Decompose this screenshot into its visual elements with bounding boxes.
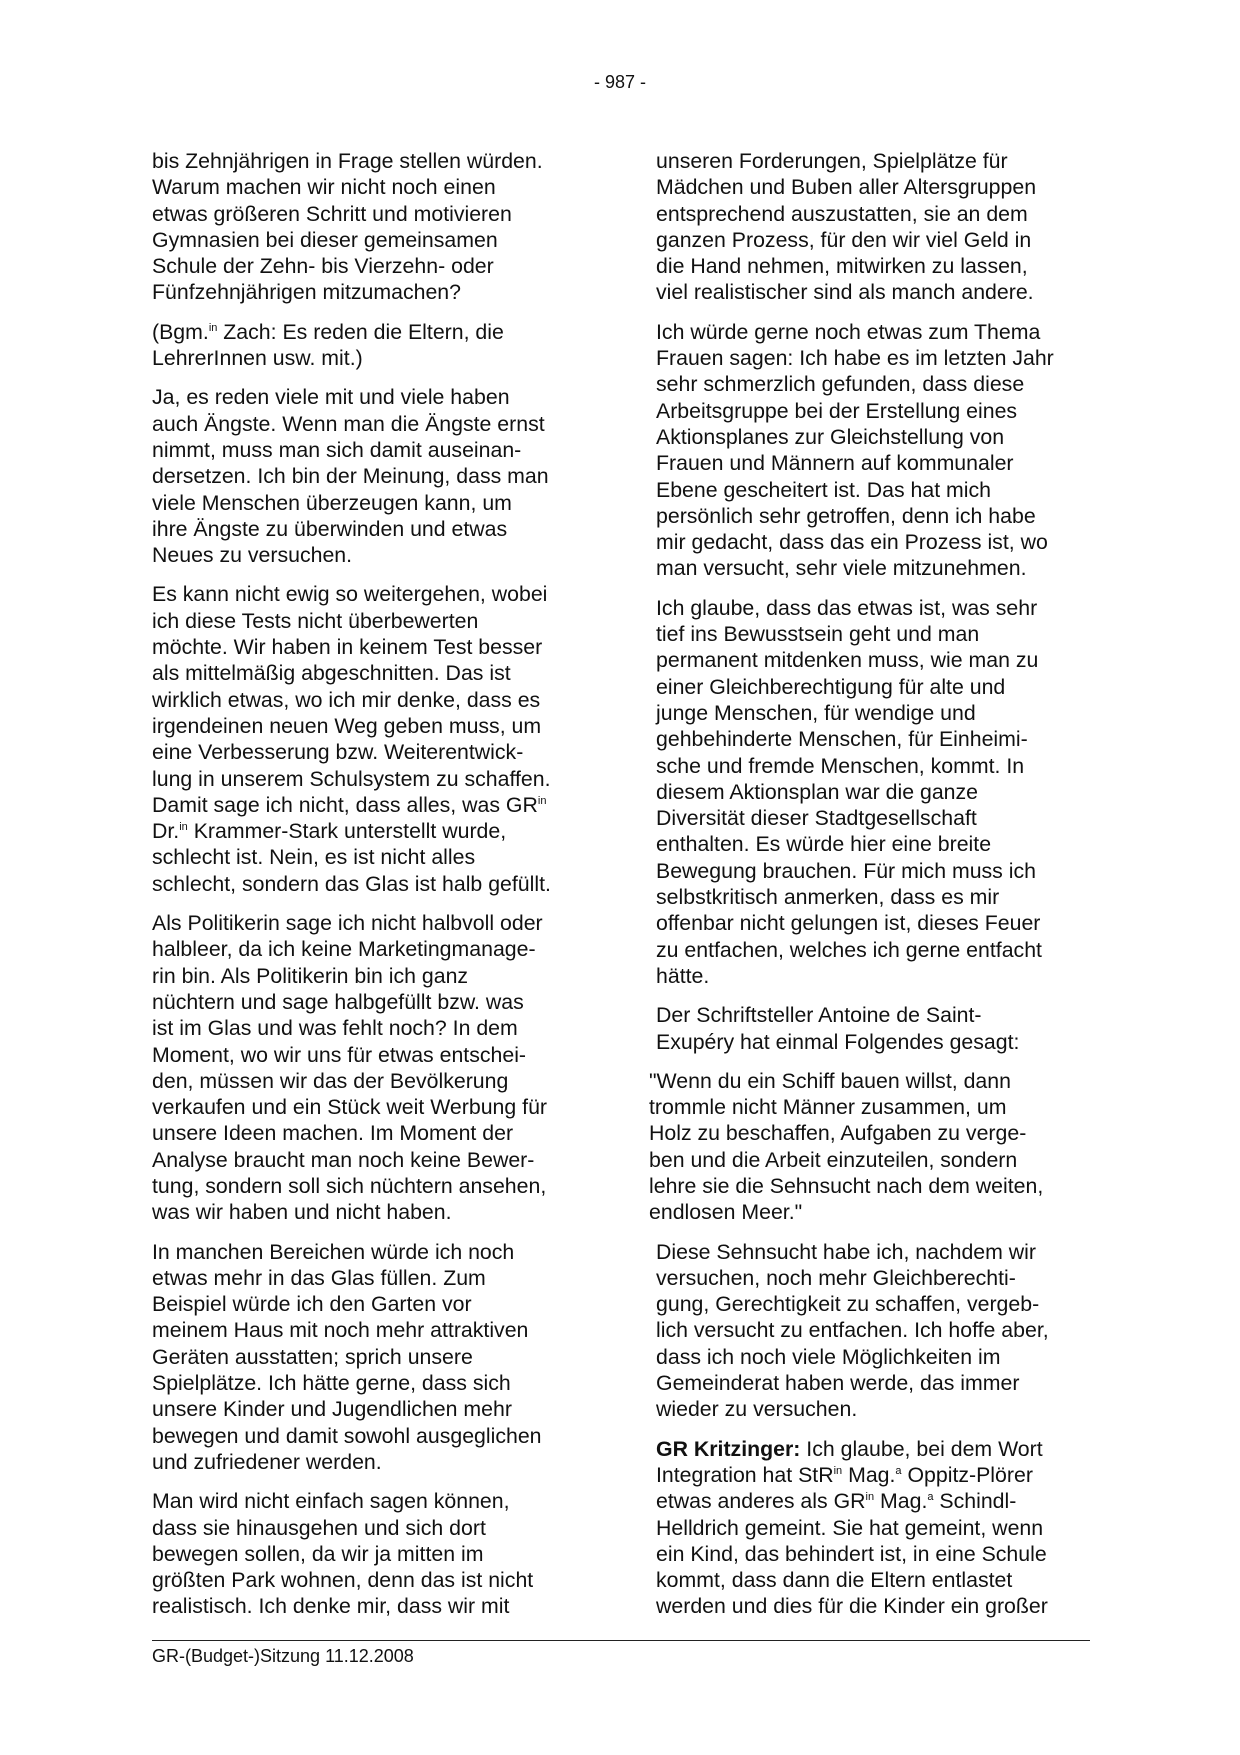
speaker-paragraph: GR Kritzinger: Ich glaube, bei dem Wort Integration hat StR$^{in}$ Mag.$^a$ Oppitz-Plörer etwas anderes als $GR^{in}$ Mag.$^a$ Schindl- Helldrich gemeint. Sie hat gemeint, wenn ein Kind, das behindert ist, in eine Schule kommt, dass dann die Eltern entlastet werden und dies für die Kinder ein großer [656,1436,1048,1619]
quotation: "Wenn du ein Schiff bauen willst, dann trommle nicht Männer zusammen, um Holz zu beschaffen, Aufgaben zu verge- ben und die Arbeit einzuteilen, sondern lehre sie die Sehnsucht nach dem weiten, endlosen Meer." [649,1068,1044,1225]
paragraph: Ja, es reden viele mit und viele haben auch Ängste. Wenn man die Ängste ernst nimmt, muss man sich damit auseinan- dersetzen. Ich bin der Meinung, dass man viele Menschen überzeugen kann, um ihre Ängste zu überwinden und etwas Neues zu versuchen. [152,385,549,568]
paragraph: Man wird nicht einfach sagen können, dass sie hinausgehen und sich dort bewegen sollen, da wir ja mitten im größten Park wohnen, denn das ist nicht realistisch. Ich denke mir, dass wir mit [152,1489,534,1619]
paragraph: Als Politikerin sage ich nicht halbvoll oder halbleer, da ich keine Marketingmanage- rin bin. Als Politikerin bin ich ganz nüchtern und sage halbgefüllt bzw. was ist im Glas und was fehlt noch? In dem Moment, wo wir uns für etwas entschei- den, müssen wir das der Bevölkerung verkaufen und ein Stück weit Werbung für unsere Ideen machen. Im Moment der Analyse braucht man noch keine Bewer- tung, sondern soll sich nüchtern ansehen, was wir haben und nicht haben. [152,911,548,1225]
paragraph: unseren Forderungen, Spielplätze für Mädchen und Buben aller Altersgruppen entsprechend auszustatten, sie an dem ganzen Prozess, für den wir viel Geld in die Hand nehmen, mitwirken zu lassen, viel realistischer sind als manch andere. [656,149,1037,305]
paragraph: Es kann nicht ewig so weitergehen, wobei ich diese Tests nicht überbewerten möchte. Wir haben in keinem Test besser als mittelmäßig abgeschnitten. Das ist wirklich etwas, wo ich mir denke, dass es irgendeinen neuen Weg geben muss, um eine Verbesserung bzw. Weiterentwick- lung in unserem Schulsystem zu schaffen. Damit sage ich nicht, dass alles, was $GR^{in}$ Dr.$^{in}$ Krammer-Stark unterstellt wurde, schlecht ist. Nein, es ist nicht alles schlecht, sondern das Glas ist halb gefüllt. [152,582,551,896]
speaker-name: GR Kritzinger: [656,1436,801,1461]
paragraph: Ich würde gerne noch etwas zum Thema Frauen sagen: Ich habe es im letzten Jahr sehr schmerzlich gefunden, dass diese Arbeitsgruppe bei der Erstellung eines Aktionsplanes zur Gleichstellung von Frauen und Männern auf kommunaler Ebene gescheitert ist. Das hat mich persönlich sehr getroffen, denn ich habe mir gedacht, dass das ein Prozess ist, wo man versucht, sehr viele mitzunehmen. [656,319,1054,581]
left-column [152,148,584,1633]
paragraph: In manchen Bereichen würde ich noch etwas mehr in das Glas füllen. Zum Beispiel würde ich den Garten vor meinem Haus mit noch mehr attraktiven Geräten ausstatten; sprich unsere Spielplätze. Ich hätte gerne, dass sich unsere Kinder und Jugendlichen mehr bewegen und damit sowohl ausgeglichen und zufriedener werden. [152,1239,542,1474]
interjection: (Bgm.$^{in}$ Zach: Es reden die Eltern, die LehrerInnen usw. mit.) [152,319,504,371]
right-column [649,148,1090,1633]
footer-divider [152,1640,1090,1641]
paragraph: Diese Sehnsucht habe ich, nachdem wir versuchen, noch mehr Gleichberechti- gung, Gerechtigkeit zu schaffen, vergeb- lich versucht zu entfachen. Ich hoffe aber, dass ich noch viele Möglichkeiten im Gemeinderat haben werde, das immer wieder zu versuchen. [656,1239,1049,1422]
paragraph: Ich glaube, dass das etwas ist, was sehr tief ins Bewusstsein geht und man permanent mitdenken muss, wie man zu einer Gleichberechtigung für alte und junge Menschen, für wendige und gehbehinderte Menschen, für Einheimi- sche und fremde Menschen, kommt. In diesem Aktionsplan war die ganze Diversität dieser Stadtgesellschaft enthalten. Es würde hier eine breite Bewegung brauchen. Für mich muss ich selbstkritisch anmerken, dass es mir offenbar nicht gelungen ist, dieses Feuer zu entfachen, welches ich gerne entfacht hätte. [656,595,1042,988]
paragraph: Der Schriftsteller Antoine de Saint- Exupéry hat einmal Folgendes gesagt: [656,1003,1020,1054]
page-number: - 987 - [593,72,647,92]
footer-text: GR-(Budget-)Sitzung 11.12.2008 [152,1646,414,1666]
paragraph: bis Zehnjährigen in Frage stellen würden. Warum machen wir nicht noch einen etwas größeren Schritt und motivieren Gymnasien bei dieser gemeinsamen Schule der Zehn- bis Vierzehn- oder Fünfzehnjährigen mitzumachen? [152,149,543,305]
